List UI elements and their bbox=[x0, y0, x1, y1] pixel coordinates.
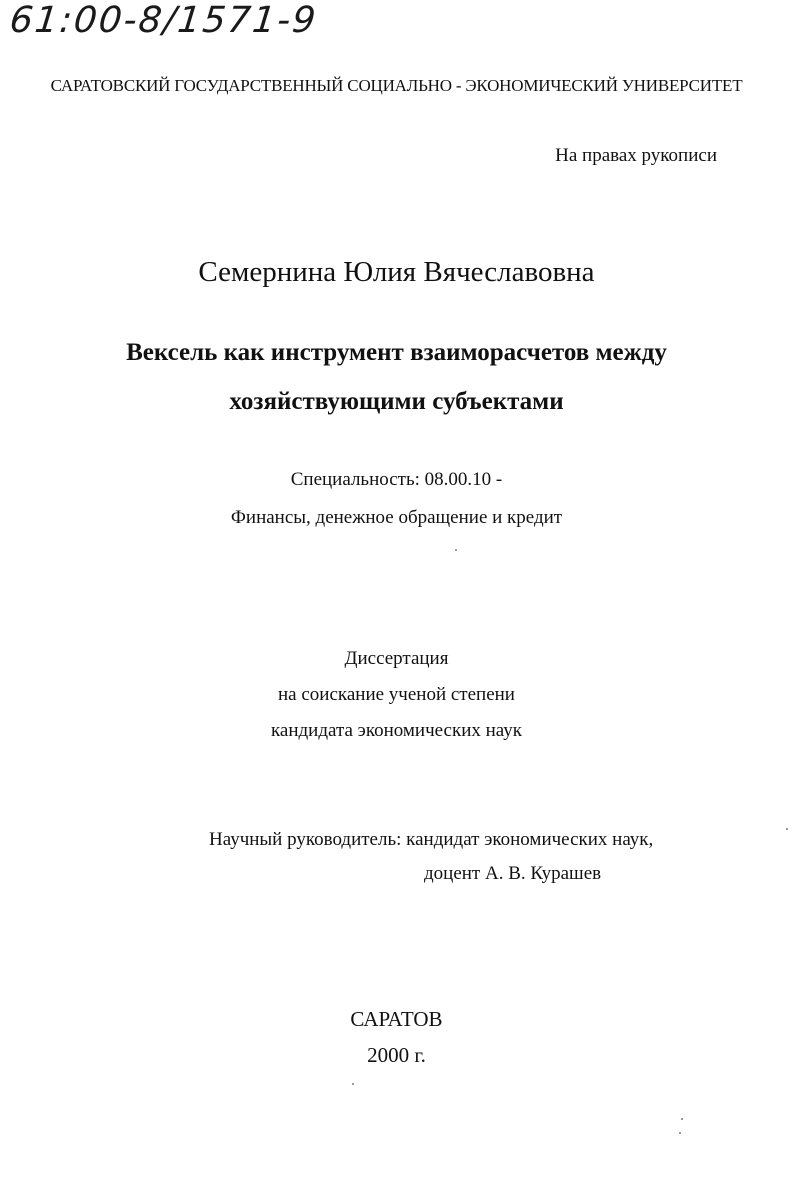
supervisor-title: Научный руководитель: кандидат экономических наук, bbox=[209, 829, 654, 850]
scan-speck bbox=[681, 1118, 683, 1120]
manuscript-note: На правах рукописи bbox=[555, 145, 717, 166]
specialty-code: Специальность: 08.00.10 - bbox=[290, 469, 503, 490]
year: 2000 г. bbox=[367, 1043, 426, 1067]
degree-name: кандидата экономических наук bbox=[270, 720, 523, 741]
scan-speck bbox=[786, 828, 788, 830]
scan-speck bbox=[679, 1132, 681, 1134]
city: САРАТОВ bbox=[350, 1007, 443, 1031]
author-name: Семернина Юлия Вячеславовна bbox=[198, 256, 595, 288]
scan-speck bbox=[455, 549, 457, 551]
specialty-name: Финансы, денежное обращение и кредит bbox=[230, 507, 563, 528]
dissertation-title-line-1: Вексель как инструмент взаиморасчетов между bbox=[126, 339, 667, 366]
dissertation-label: Диссертация bbox=[344, 648, 449, 669]
university-name: САРАТОВСКИЙ ГОСУДАРСТВЕННЫЙ СОЦИАЛЬНО - ЭКОНОМИЧЕСКИЙ УНИВЕРСИТЕТ bbox=[50, 76, 743, 95]
degree-purpose: на соискание ученой степени bbox=[278, 684, 515, 705]
dissertation-title-line-2: хозяйствующими субъектами bbox=[229, 388, 564, 415]
archive-number-handwritten: 61:00-8/1571-9 bbox=[7, 0, 320, 41]
scan-speck bbox=[352, 1083, 354, 1085]
supervisor-name: доцент А. В. Курашев bbox=[424, 863, 602, 884]
